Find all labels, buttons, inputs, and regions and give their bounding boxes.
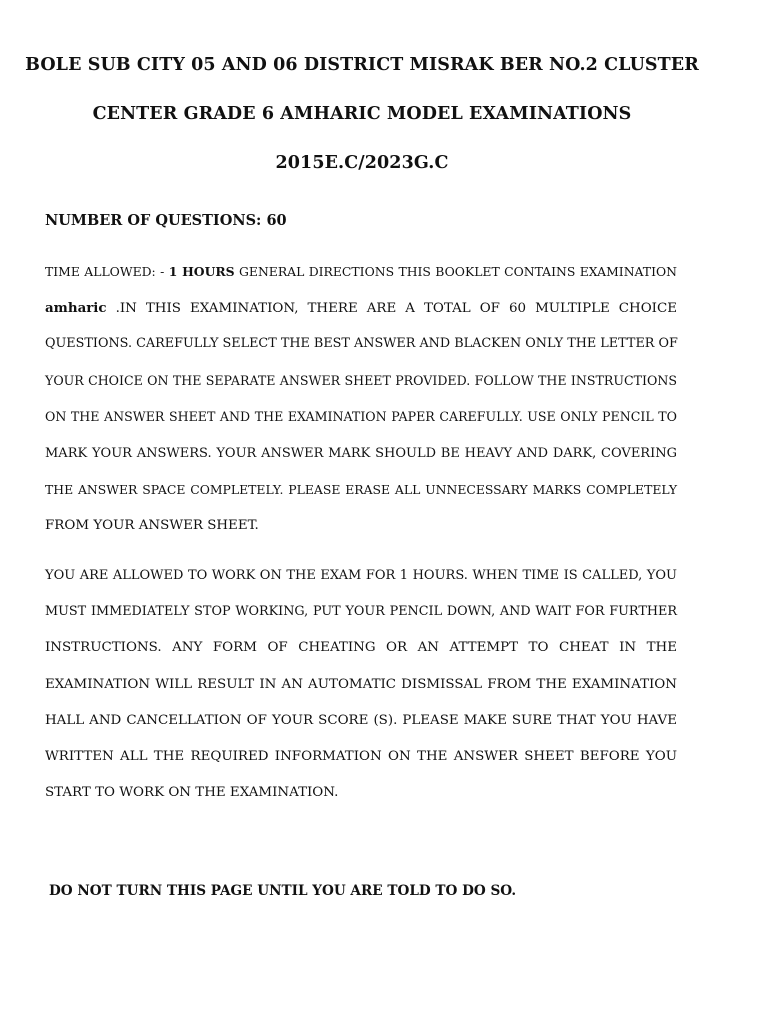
header-title-line-1: BOLE SUB CITY 05 AND 06 DISTRICT MISRAK BER NO.2 CLUSTER xyxy=(25,55,699,75)
subject-name: amharic xyxy=(45,300,107,316)
directions-line-2-rest: .IN THIS EXAMINATION, THERE ARE A TOTAL OF 60 MULTIPLE CHOICE xyxy=(106,301,677,316)
directions-line-8: FROM YOUR ANSWER SHEET. xyxy=(45,518,259,533)
time-allowed-label: TIME ALLOWED: - xyxy=(45,264,169,279)
number-of-questions: NUMBER OF QUESTIONS: 60 xyxy=(45,212,287,229)
directions-line-6: MARK YOUR ANSWERS. YOUR ANSWER MARK SHOULD BE HEAVY AND DARK, COVERING xyxy=(45,446,677,461)
directions-line-7: THE ANSWER SPACE COMPLETELY. PLEASE ERASE ALL UNNECESSARY MARKS COMPLETELY xyxy=(45,482,677,497)
rules-line-3: INSTRUCTIONS. ANY FORM OF CHEATING OR AN ATTEMPT TO CHEAT IN THE xyxy=(45,640,677,655)
directions-line-1 xyxy=(45,262,677,282)
rules-line-1: YOU ARE ALLOWED TO WORK ON THE EXAM FOR 1 HOURS. WHEN TIME IS CALLED, YOU xyxy=(45,568,677,583)
directions-line-1-rest: GENERAL DIRECTIONS THIS BOOKLET CONTAINS EXAMINATION xyxy=(234,264,677,279)
rules-line-6: WRITTEN ALL THE REQUIRED INFORMATION ON THE ANSWER SHEET BEFORE YOU xyxy=(45,749,677,764)
rules-line-5: HALL AND CANCELLATION OF YOUR SCORE (S). PLEASE MAKE SURE THAT YOU HAVE xyxy=(45,713,677,728)
time-allowed-value: 1 HOURS xyxy=(168,264,235,279)
directions-line-2 xyxy=(45,298,677,318)
rules-line-4: EXAMINATION WILL RESULT IN AN AUTOMATIC DISMISSAL FROM THE EXAMINATION xyxy=(45,677,677,692)
directions-line-4: YOUR CHOICE ON THE SEPARATE ANSWER SHEET PROVIDED. FOLLOW THE INSTRUCTIONS xyxy=(45,373,677,388)
do-not-turn-page-notice: DO NOT TURN THIS PAGE UNTIL YOU ARE TOLD TO DO SO. xyxy=(49,883,517,899)
directions-line-5: ON THE ANSWER SHEET AND THE EXAMINATION PAPER CAREFULLY. USE ONLY PENCIL TO xyxy=(45,409,677,424)
rules-line-2: MUST IMMEDIATELY STOP WORKING, PUT YOUR PENCIL DOWN, AND WAIT FOR FURTHER xyxy=(45,604,677,619)
header-title-line-2: CENTER GRADE 6 AMHARIC MODEL EXAMINATIONS xyxy=(92,104,632,124)
header-exam-year: 2015E.C/2023G.C xyxy=(275,153,449,173)
rules-line-7: START TO WORK ON THE EXAMINATION. xyxy=(45,785,339,800)
directions-line-3: QUESTIONS. CAREFULLY SELECT THE BEST ANSWER AND BLACKEN ONLY THE LETTER OF xyxy=(45,336,678,351)
